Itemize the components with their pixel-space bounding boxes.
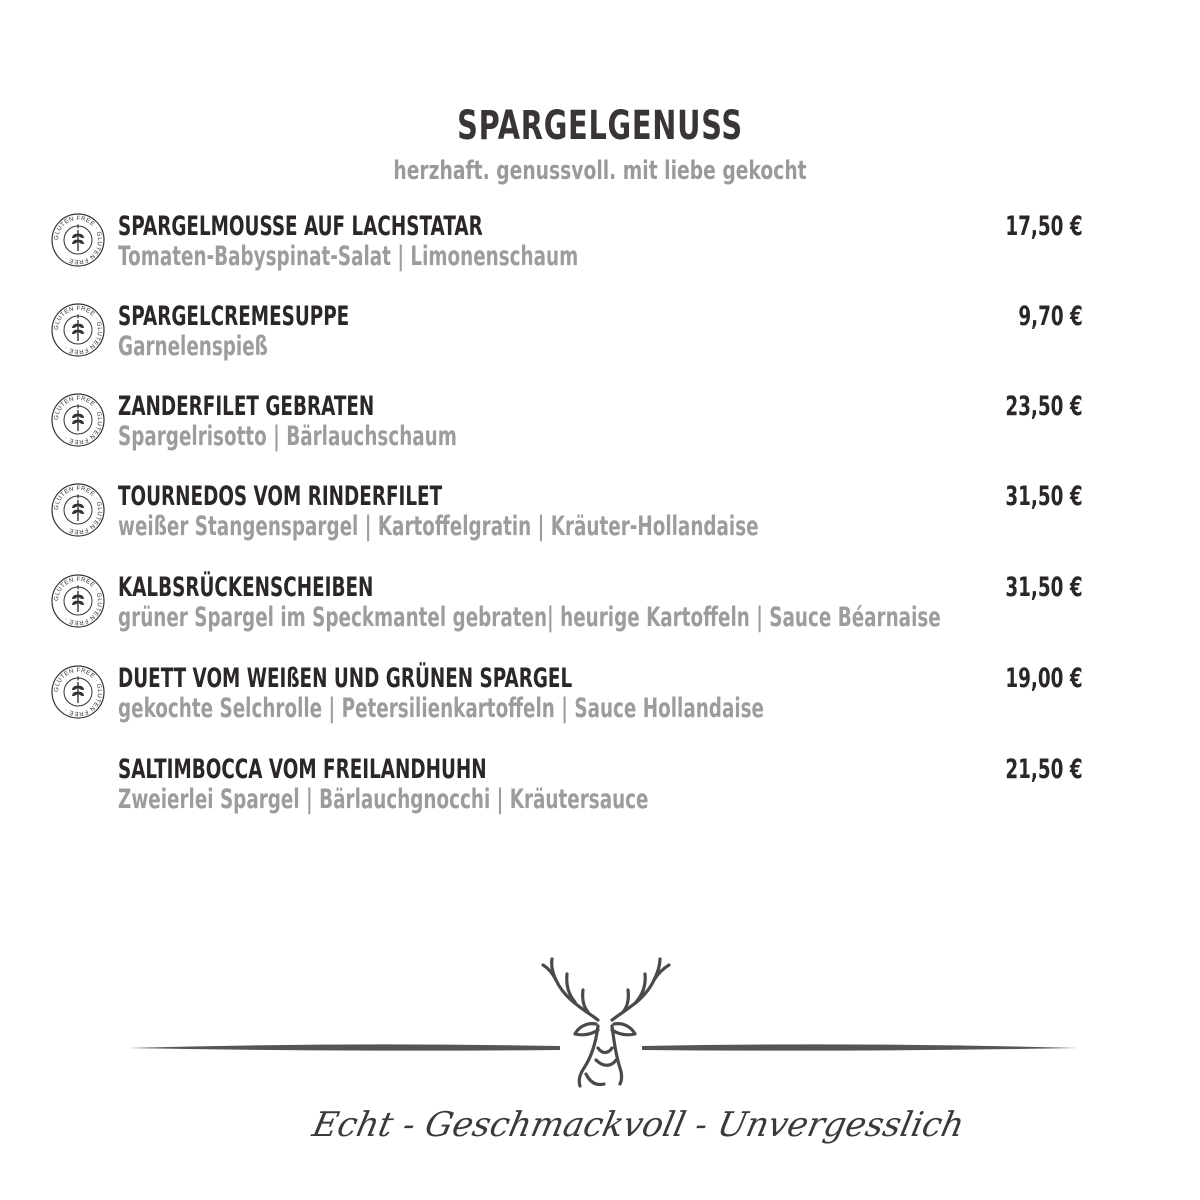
gluten-free-icon xyxy=(50,573,106,629)
gluten-free-icon xyxy=(50,392,106,448)
item-description: gekochte Selchrolle | Petersilienkartoffeln | Sauce Hollandaise xyxy=(118,693,765,724)
menu-item xyxy=(0,391,1200,461)
item-price: 23,50 € xyxy=(1005,391,1083,422)
footer-logo xyxy=(0,950,1200,1070)
item-name: TOURNEDOS VOM RINDERFILET xyxy=(118,481,443,512)
item-name: DUETT VOM WEIßEN UND GRÜNEN SPARGEL xyxy=(118,663,573,694)
item-price: 19,00 € xyxy=(1005,663,1083,694)
item-name: ZANDERFILET GEBRATEN xyxy=(118,391,375,422)
menu-item xyxy=(0,211,1200,281)
menu-item xyxy=(0,754,1200,824)
item-name: SPARGELCREMESUPPE xyxy=(118,301,350,332)
item-description: weißer Stangenspargel | Kartoffelgratin | Kräuter-Hollandaise xyxy=(118,511,759,542)
svg-text:GLUTEN FREE · GLUTEN FREE ·: GLUTEN FREE · GLUTEN FREE · xyxy=(52,666,104,718)
item-price: 21,50 € xyxy=(1005,754,1083,785)
menu-item xyxy=(0,301,1200,371)
item-description: Spargelrisotto | Bärlauchschaum xyxy=(118,421,457,452)
item-name: KALBSRÜCKENSCHEIBEN xyxy=(118,572,374,603)
gluten-free-icon xyxy=(50,664,106,720)
svg-text:GLUTEN FREE · GLUTEN FREE ·: GLUTEN FREE · GLUTEN FREE · xyxy=(52,304,104,356)
item-description: Zweierlei Spargel | Bärlauchgnocchi | Kräutersauce xyxy=(118,784,649,815)
stag-head-icon xyxy=(543,959,669,1086)
tagline-text: Echt - Geschmackvoll - Unvergesslich xyxy=(309,1105,968,1145)
svg-text:GLUTEN FREE · GLUTEN FREE ·: GLUTEN FREE · GLUTEN FREE · xyxy=(52,484,104,536)
svg-text:GLUTEN FREE · GLUTEN FREE ·: GLUTEN FREE · GLUTEN FREE · xyxy=(52,394,104,446)
menu-item xyxy=(0,572,1200,642)
menu-item xyxy=(0,481,1200,551)
item-description: grüner Spargel im Speckmantel gebraten| heurige Kartoffeln | Sauce Béarnaise xyxy=(118,602,941,633)
menu-item xyxy=(0,663,1200,733)
gluten-free-icon xyxy=(50,482,106,538)
page-subtitle: herzhaft. genussvoll. mit liebe gekocht xyxy=(393,156,807,186)
item-name: SALTIMBOCCA VOM FREILANDHUHN xyxy=(118,754,487,785)
item-description: Garnelenspieß xyxy=(118,331,268,362)
item-price: 17,50 € xyxy=(1005,211,1083,242)
divider-left xyxy=(128,1044,560,1050)
tagline-script xyxy=(309,1080,968,1170)
svg-text:GLUTEN FREE · GLUTEN FREE ·: GLUTEN FREE · GLUTEN FREE · xyxy=(52,214,104,266)
item-price: 9,70 € xyxy=(1018,301,1083,332)
gluten-free-icon xyxy=(50,212,106,268)
page-title: SPARGELGENUSS xyxy=(457,103,743,149)
divider-right xyxy=(642,1044,1078,1050)
item-price: 31,50 € xyxy=(1005,572,1083,603)
item-description: Tomaten-Babyspinat-Salat | Limonenschaum xyxy=(118,241,579,272)
item-name: SPARGELMOUSSE AUF LACHSTATAR xyxy=(118,211,483,242)
gluten-free-icon xyxy=(50,302,106,358)
svg-text:GLUTEN FREE · GLUTEN FREE ·: GLUTEN FREE · GLUTEN FREE · xyxy=(52,575,104,627)
item-price: 31,50 € xyxy=(1005,481,1083,512)
